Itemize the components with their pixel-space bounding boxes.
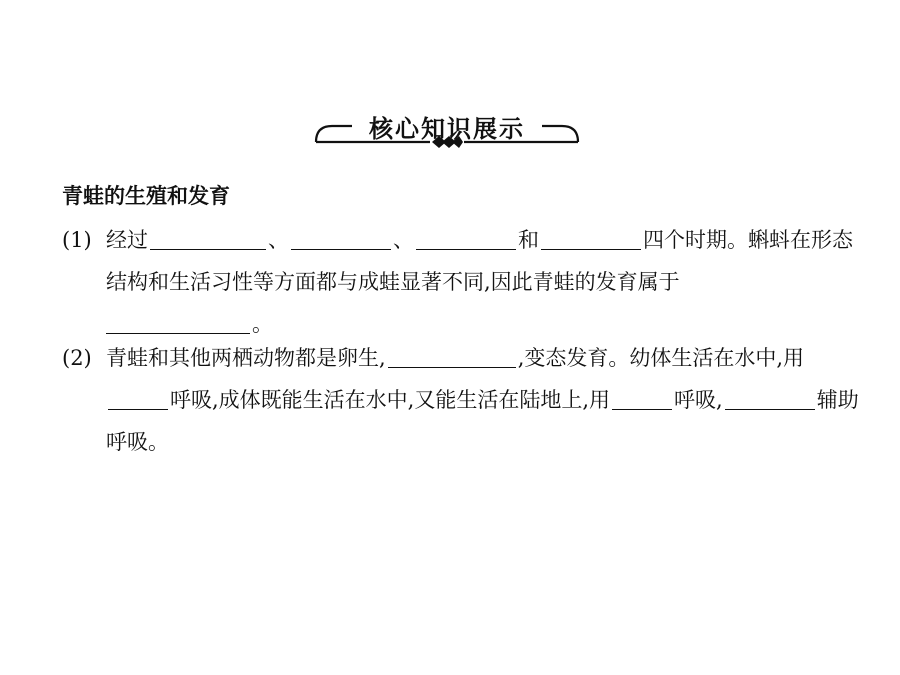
answer-blank[interactable] (612, 387, 672, 410)
question-text-part: 呼吸,成体既能生活在水中,又能生活在陆地上,用 (170, 388, 611, 412)
question-text-part: 、 (393, 228, 414, 252)
question-text-part: 青蛙和其他两栖动物都是卵生, (106, 346, 386, 370)
page-title: 核心知识展示 (369, 115, 525, 143)
question-text-part: 辅助呼吸。 (106, 388, 859, 454)
answer-blank[interactable] (106, 311, 250, 334)
answer-blank[interactable] (150, 227, 266, 250)
question-text-part: 和 (518, 228, 539, 252)
question-text-part: ,变态发育。幼体生活在水中,用 (517, 346, 805, 370)
question-text-part: 呼吸, (674, 388, 723, 412)
question-text (106, 337, 862, 463)
answer-blank[interactable] (725, 387, 815, 410)
answer-blank[interactable] (291, 227, 391, 250)
question-number: (1) (62, 228, 92, 252)
question-item (62, 219, 862, 345)
question-text-part: 、 (268, 228, 289, 252)
question-item (62, 337, 862, 463)
section-title-banner (312, 108, 582, 156)
question-text-part: 经过 (106, 228, 148, 252)
question-number: (2) (62, 346, 92, 370)
question-text-part: 四个时期。蝌蚪在形态结构和生活习性等方面都与成蛙显著不同,因此青蛙的发育属于 (106, 228, 853, 294)
section-heading: 青蛙的生殖和发育 (62, 184, 230, 208)
question-text (106, 219, 862, 345)
answer-blank[interactable] (108, 387, 168, 410)
answer-blank[interactable] (541, 227, 641, 250)
answer-blank[interactable] (388, 345, 516, 368)
answer-blank[interactable] (416, 227, 516, 250)
question-text-part: 。 (252, 312, 273, 336)
